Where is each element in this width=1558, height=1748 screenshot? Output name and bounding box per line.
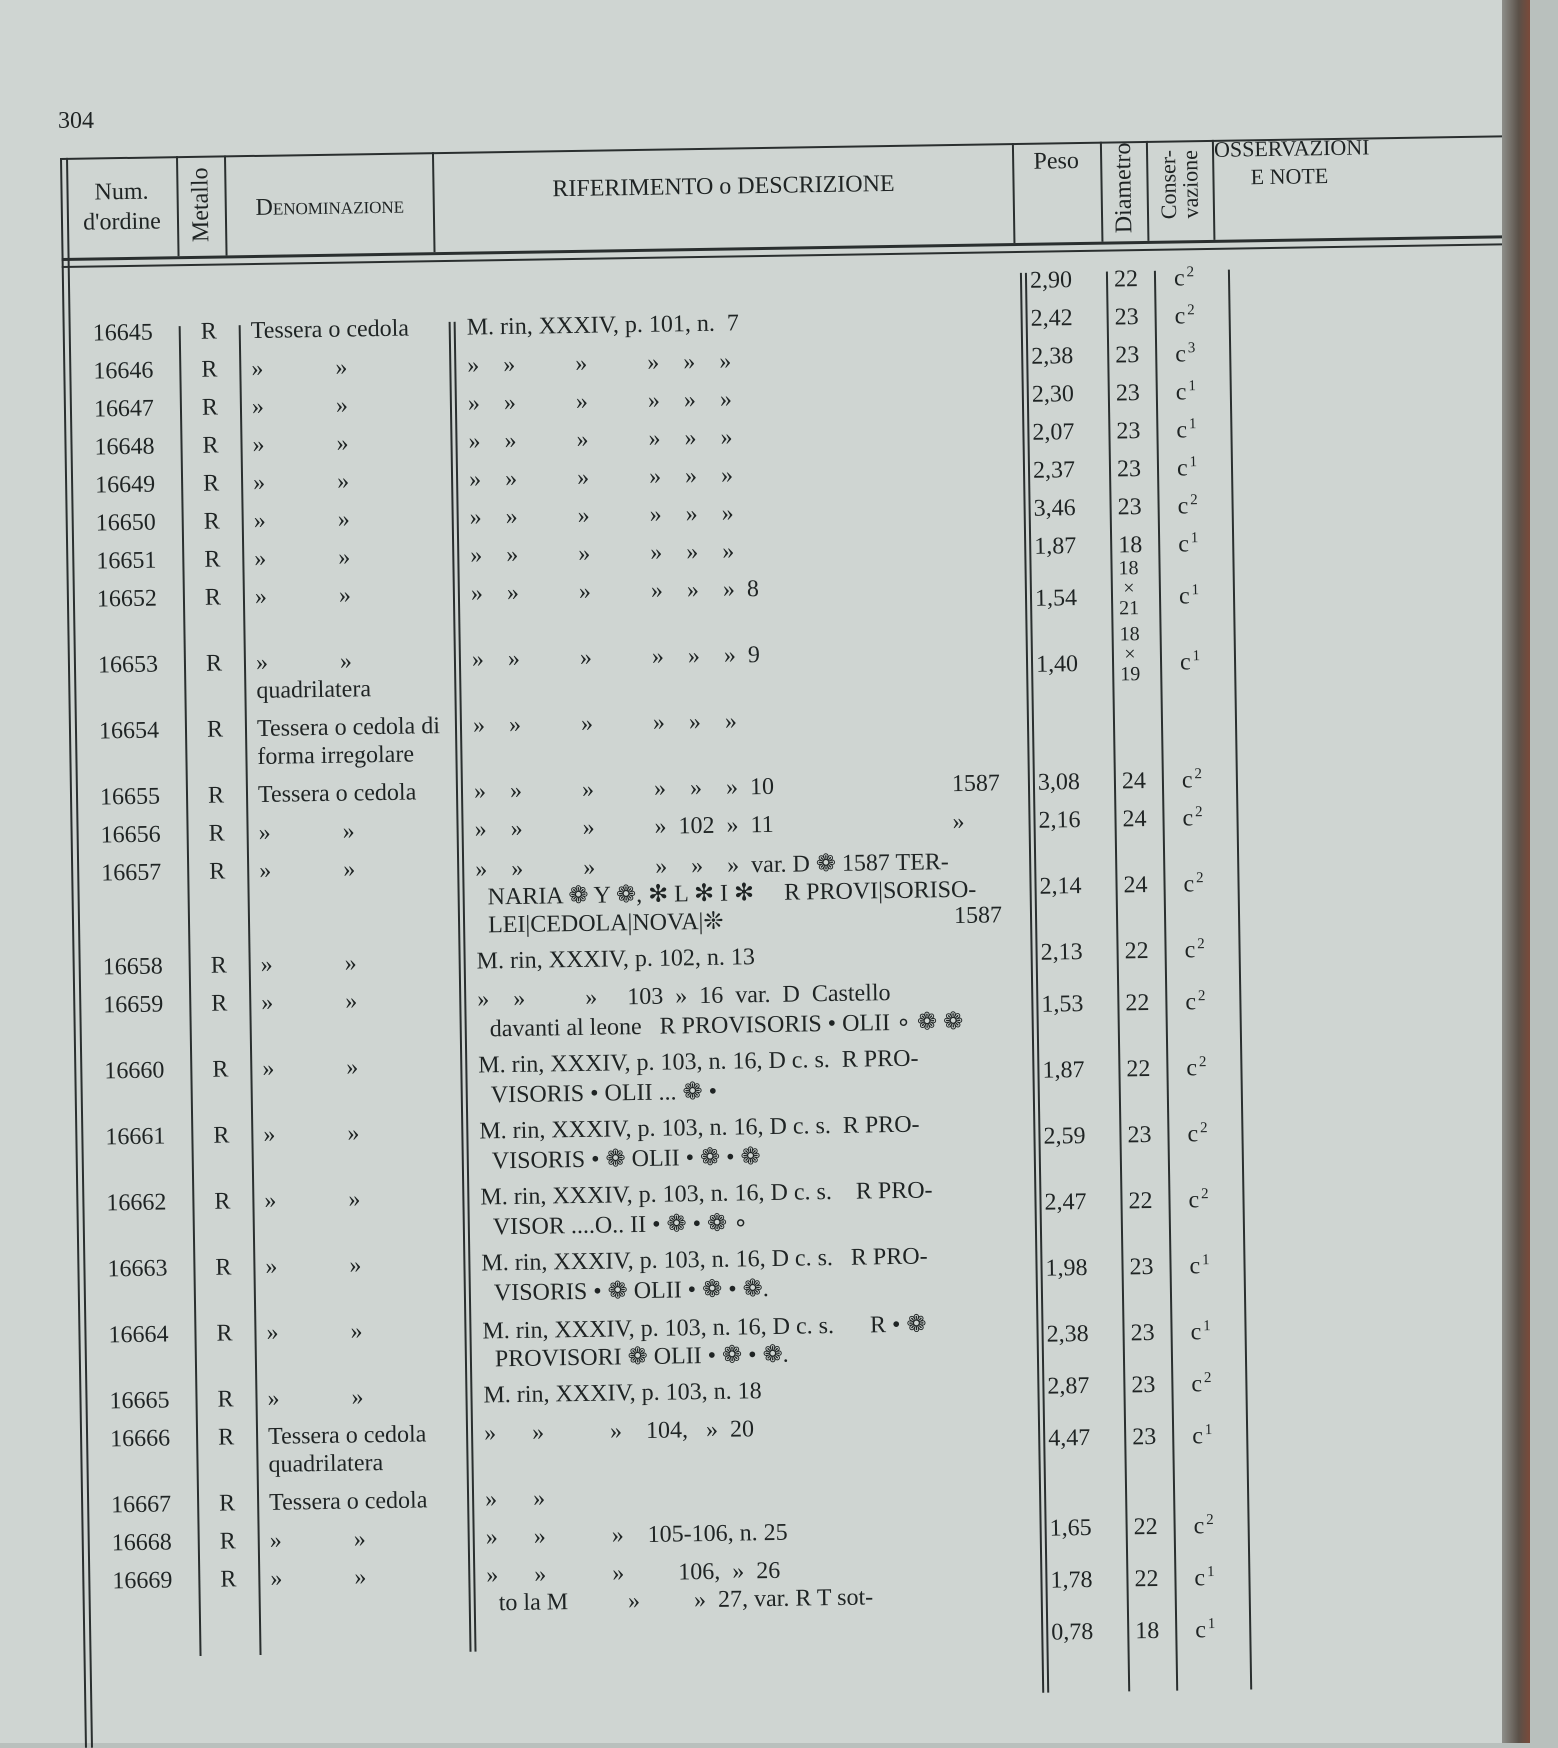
conservation-cell xyxy=(1192,1423,1213,1450)
conservation-cell xyxy=(1176,417,1197,444)
metal-cell: R xyxy=(200,318,217,345)
denomination-cell: » » xyxy=(260,950,357,978)
weight-cell: 2,38 xyxy=(1031,343,1074,370)
weight-cell: 2,87 xyxy=(1047,1372,1090,1400)
order-number: 16646 xyxy=(93,357,154,385)
conservation-letter: c xyxy=(1182,805,1194,832)
denomination-cell: » » xyxy=(261,988,358,1016)
conservation-grade: 2 xyxy=(1190,492,1198,509)
denomination-cell: Tessera o cedola xyxy=(267,1421,427,1450)
order-number: 16664 xyxy=(108,1321,169,1349)
metal-cell: R xyxy=(205,650,223,677)
description-cell: M. rin, XXXIV, p. 103, n. 16, D c. s. R PRO- xyxy=(480,1177,933,1211)
diameter-cell: 23 xyxy=(1129,1253,1154,1281)
header-denominazione: Denominazione xyxy=(255,192,405,221)
denomination-cell: » » xyxy=(252,468,350,497)
diameter-cell: 22 xyxy=(1125,989,1150,1017)
description-cell: » » » » » » xyxy=(472,708,738,739)
diameter-cell xyxy=(1119,624,1140,684)
denomination-cell: » » xyxy=(251,354,348,383)
diameter-part: × xyxy=(1123,577,1135,600)
denomination-cell: quadrilatera xyxy=(268,1450,384,1478)
description-cell: M. rin, XXXIV, p. 103, n. 16, D c. s. R PRO- xyxy=(481,1243,928,1277)
metal-cell: R xyxy=(208,820,225,847)
weight-cell: 2,47 xyxy=(1044,1189,1087,1216)
weight-cell: 3,46 xyxy=(1033,495,1076,522)
order-number: 16645 xyxy=(92,319,153,347)
header-osservazioni: OSSERVAZIONI E NOTE xyxy=(1213,134,1370,189)
year-cell: 1587 xyxy=(953,902,1003,930)
denomination-cell: » » xyxy=(258,818,355,846)
weight-cell: 1,98 xyxy=(1045,1254,1088,1282)
conservation-grade: 1 xyxy=(1204,1422,1213,1439)
conservation-grade: 1 xyxy=(1206,1564,1215,1581)
conservation-cell xyxy=(1176,379,1197,406)
conservation-grade: 1 xyxy=(1201,1252,1210,1269)
description-cell: VISORIS • OLII ... ❁ • xyxy=(490,1078,718,1109)
conservation-cell xyxy=(1182,805,1203,832)
conservation-letter: c xyxy=(1184,937,1196,964)
conservation-grade: 1 xyxy=(1188,378,1197,395)
denomination-cell: Tessera o cedola xyxy=(250,315,410,345)
conservation-cell xyxy=(1195,1617,1216,1644)
header-sep xyxy=(1146,141,1150,241)
conservation-letter: c xyxy=(1179,649,1191,676)
weight-cell: 2,90 xyxy=(1029,267,1073,294)
weight-cell: 2,14 xyxy=(1039,873,1082,900)
denomination-cell: » » xyxy=(252,430,349,459)
conservation-cell xyxy=(1182,767,1203,794)
conservation-grade: 1 xyxy=(1192,648,1201,665)
description-cell: VISORIS • ❁ OLII • ❁ • ❁ xyxy=(491,1144,761,1175)
weight-cell: 1,40 xyxy=(1035,651,1079,678)
diameter-cell: 23 xyxy=(1130,1319,1155,1347)
description-cell: » » » 103 » 16 var. D Castello xyxy=(477,980,891,1013)
description-cell: » » » » 102 » 11 xyxy=(474,811,774,843)
description-cell: » » » 104, » 20 xyxy=(483,1416,755,1447)
header-sep xyxy=(1100,142,1104,242)
weight-cell: 2,42 xyxy=(1030,305,1073,332)
description-cell: M. rin, XXXIV, p. 103, n. 16, D c. s. R PRO- xyxy=(479,1111,920,1145)
denomination-cell: » » xyxy=(259,856,356,884)
denomination-cell: » » xyxy=(269,1526,366,1554)
weight-cell: 2,59 xyxy=(1043,1123,1086,1150)
diameter-cell: 23 xyxy=(1132,1423,1157,1451)
header-peso: Peso xyxy=(1033,147,1080,175)
weight-cell: 0,78 xyxy=(1051,1618,1094,1646)
description-cell: » » » » » » xyxy=(469,500,734,531)
conservation-grade: 2 xyxy=(1197,936,1205,953)
order-number: 16668 xyxy=(111,1529,172,1557)
diameter-cell: 24 xyxy=(1121,768,1147,795)
body-sep xyxy=(179,326,202,1656)
order-number: 16662 xyxy=(106,1189,167,1217)
conservation-grade: 2 xyxy=(1187,302,1195,319)
diameter-cell: 22 xyxy=(1126,1055,1151,1083)
description-cell: » » » » » » var. D ❁ 1587 TER- xyxy=(475,849,950,883)
denomination-cell: quadrilatera xyxy=(256,676,372,704)
description-cell: M. rin, XXXIV, p. 103, n. 16, D c. s. R PRO- xyxy=(478,1045,919,1079)
body-sep xyxy=(1154,271,1178,1691)
description-cell: M. rin, XXXIV, p. 102, n. 13 xyxy=(476,944,756,975)
conservation-letter: c xyxy=(1194,1565,1206,1592)
diameter-cell: 22 xyxy=(1134,1565,1159,1593)
metal-cell: R xyxy=(215,1254,232,1281)
description-cell: to la M » » 27, var. R T sot- xyxy=(498,1584,874,1617)
description-cell: » » » » » » xyxy=(468,462,734,493)
conservation-cell xyxy=(1184,937,1205,964)
weight-cell: 2,38 xyxy=(1046,1320,1089,1348)
description-cell: M. rin, XXXIV, p. 103, n. 18 xyxy=(483,1378,762,1409)
diameter-part: × xyxy=(1124,643,1136,666)
weight-cell: 4,47 xyxy=(1048,1424,1091,1452)
year-cell: 1587 xyxy=(951,770,1001,798)
description-cell: » » » » » » xyxy=(468,424,733,455)
diameter-cell: 23 xyxy=(1114,304,1139,331)
weight-cell: 2,13 xyxy=(1040,939,1083,966)
denomination-cell: » » xyxy=(251,392,349,421)
weight-cell: 3,08 xyxy=(1037,769,1081,796)
weight-cell: 1,54 xyxy=(1034,585,1078,612)
header-diametro: Diametro xyxy=(1109,142,1138,234)
conservation-letter: c xyxy=(1178,531,1190,558)
metal-cell: R xyxy=(217,1386,234,1413)
order-number: 16650 xyxy=(95,509,156,537)
conservation-cell xyxy=(1183,871,1204,898)
diameter-cell: 23 xyxy=(1116,456,1142,483)
left-border-inner xyxy=(66,158,93,1748)
conservation-cell xyxy=(1188,1187,1209,1214)
metal-cell: R xyxy=(203,508,220,535)
description-cell: » » » » » » xyxy=(467,386,733,417)
conservation-cell xyxy=(1194,1565,1215,1592)
conservation-cell xyxy=(1186,1055,1207,1082)
conservation-cell xyxy=(1178,531,1199,558)
description-cell: » » » 106, » 26 xyxy=(486,1557,781,1589)
diameter-part: 21 xyxy=(1119,597,1140,620)
conservation-letter: c xyxy=(1176,417,1188,444)
conservation-letter: c xyxy=(1192,1423,1204,1450)
diameter-cell xyxy=(1118,558,1139,618)
denomination-cell: » » xyxy=(255,648,353,676)
description-cell: M. rin, XXXIV, p. 101, n. 7 xyxy=(466,310,740,341)
denomination-cell: » » xyxy=(263,1120,360,1148)
order-number: 16666 xyxy=(109,1425,171,1453)
weight-cell: 1,65 xyxy=(1049,1514,1092,1542)
metal-cell: R xyxy=(217,1424,235,1451)
weight-cell: 2,16 xyxy=(1038,807,1081,834)
conservation-cell xyxy=(1191,1371,1212,1398)
metal-cell: R xyxy=(218,1490,236,1517)
diameter-cell: 22 xyxy=(1133,1513,1158,1541)
conservation-letter: c xyxy=(1178,583,1190,610)
metal-cell: R xyxy=(216,1320,233,1347)
denomination-cell: » » xyxy=(270,1564,367,1592)
body-sep xyxy=(1228,270,1252,1690)
conservation-cell xyxy=(1175,341,1196,368)
description-cell: » » » 105-106, n. 25 xyxy=(485,1519,788,1551)
left-border xyxy=(60,158,87,1748)
conservation-letter: c xyxy=(1191,1371,1203,1398)
description-cell: davanti al leone R PROVISORIS • OLII ∘ ❁ ❁ xyxy=(489,1008,964,1043)
denomination-cell: Tessera o cedola di xyxy=(256,713,441,742)
conservation-grade: 1 xyxy=(1189,454,1198,471)
conservation-grade: 2 xyxy=(1198,1054,1207,1071)
diameter-cell: 22 xyxy=(1128,1187,1153,1215)
metal-cell: R xyxy=(220,1566,237,1593)
metal-cell: R xyxy=(209,858,226,885)
body-sep xyxy=(1106,272,1130,1692)
order-number: 16669 xyxy=(112,1567,173,1595)
page-number: 304 xyxy=(58,108,94,134)
diameter-cell: 23 xyxy=(1115,380,1141,407)
description-cell: PROVISORI ❁ OLII • ❁ • ❁. xyxy=(494,1341,789,1373)
conservation-grade: 2 xyxy=(1195,870,1204,887)
conservation-grade: 2 xyxy=(1194,804,1203,821)
conservation-cell xyxy=(1193,1513,1214,1540)
diameter-cell: 23 xyxy=(1117,494,1142,521)
weight-cell: 2,30 xyxy=(1031,381,1075,408)
weight-cell: 2,37 xyxy=(1032,457,1076,484)
diameter-cell: 22 xyxy=(1124,938,1149,965)
header-metallo: Metallo xyxy=(187,167,215,243)
conservation-grade: 2 xyxy=(1206,1512,1214,1529)
conservation-cell xyxy=(1174,303,1195,330)
header-conservazione: Conser- vazione xyxy=(1155,149,1204,220)
body-sep xyxy=(1020,273,1044,1693)
conservation-letter: c xyxy=(1175,341,1187,368)
conservation-grade: 1 xyxy=(1190,530,1199,547)
description-cell: » » » » » » xyxy=(467,348,732,379)
catalogue-table xyxy=(60,135,1550,1748)
conservation-letter: c xyxy=(1175,379,1187,406)
weight-cell: 1,53 xyxy=(1041,991,1084,1018)
order-number: 16667 xyxy=(110,1491,172,1519)
description-cell: » » xyxy=(484,1485,546,1513)
header-riferimento: RIFERIMENTO o DESCRIZIONE xyxy=(552,170,895,203)
metal-cell: R xyxy=(210,952,227,979)
denomination-cell: » » xyxy=(262,1054,359,1082)
metal-cell: R xyxy=(201,356,218,383)
denomination-cell: Tessera o cedola xyxy=(268,1487,428,1516)
body-sep xyxy=(1025,273,1049,1693)
weight-cell: 2,07 xyxy=(1032,419,1075,446)
denomination-cell: » » xyxy=(254,544,351,572)
order-number: 16648 xyxy=(94,433,155,461)
metal-cell: R xyxy=(204,584,222,611)
order-number: 16655 xyxy=(99,783,161,811)
conservation-grade: 1 xyxy=(1188,416,1197,433)
weight-cell: 1,87 xyxy=(1042,1057,1085,1084)
description-cell: » » » » » » 9 xyxy=(471,642,761,673)
book-spine-edge xyxy=(1502,0,1530,1743)
order-number: 16657 xyxy=(101,859,162,887)
conservation-cell xyxy=(1177,493,1198,520)
metal-cell: R xyxy=(202,470,220,497)
conservation-grade: 2 xyxy=(1197,988,1206,1005)
conservation-grade: 2 xyxy=(1203,1370,1212,1387)
conservation-letter: c xyxy=(1176,455,1188,482)
order-number: 16656 xyxy=(100,821,161,849)
conservation-letter: c xyxy=(1185,989,1197,1016)
metal-cell: R xyxy=(201,394,219,421)
order-number: 16665 xyxy=(109,1387,170,1415)
conservation-cell xyxy=(1177,455,1198,482)
metal-cell: R xyxy=(204,546,221,573)
diameter-cell: 22 xyxy=(1113,266,1139,293)
description-cell: NARIA ❁ Y ❁, ✻ L ✻ I ✻ R PROVI|SORISO- xyxy=(487,876,977,911)
conservation-letter: c xyxy=(1174,303,1186,330)
order-number: 16647 xyxy=(93,395,155,423)
denomination-cell: » » xyxy=(265,1252,362,1280)
conservation-grade: 1 xyxy=(1191,582,1200,599)
conservation-letter: c xyxy=(1188,1187,1200,1214)
conservation-cell xyxy=(1174,265,1195,292)
metal-cell: R xyxy=(212,1056,229,1083)
conservation-letter: c xyxy=(1189,1253,1201,1280)
header-num: Num. d'ordine xyxy=(82,178,162,236)
denomination-cell: » » xyxy=(266,1318,363,1346)
denomination-cell: » » xyxy=(253,506,350,535)
conservation-letter: c xyxy=(1195,1617,1207,1644)
metal-cell: R xyxy=(214,1188,231,1215)
diameter-cell: 18 xyxy=(1118,532,1143,559)
conservation-letter: c xyxy=(1186,1055,1198,1082)
order-number: 16653 xyxy=(97,651,159,679)
order-number: 16660 xyxy=(104,1057,165,1085)
order-number: 16651 xyxy=(96,547,157,575)
conservation-cell xyxy=(1187,1121,1208,1148)
description-cell: VISOR ....O.. II • ❁ • ❁ ∘ xyxy=(492,1210,749,1241)
conservation-cell xyxy=(1179,583,1200,610)
diameter-cell: 24 xyxy=(1123,872,1148,899)
conservation-letter: c xyxy=(1173,265,1185,292)
diameter-cell: 24 xyxy=(1122,806,1147,833)
metal-cell: R xyxy=(211,990,228,1017)
weight-cell: 1,87 xyxy=(1034,533,1077,560)
body-sep xyxy=(449,322,472,1652)
conservation-grade: 2 xyxy=(1194,766,1203,783)
diameter-cell: 23 xyxy=(1115,342,1140,369)
description-cell: LEI|CEDOLA|NOVA|❊ xyxy=(487,908,724,939)
metal-cell: R xyxy=(213,1122,230,1149)
description-cell: » » » » » » 10 xyxy=(473,773,775,805)
order-number: 16658 xyxy=(102,953,163,981)
order-number: 16652 xyxy=(96,585,158,613)
diameter-cell: 23 xyxy=(1116,418,1141,445)
conservation-letter: c xyxy=(1181,767,1193,794)
metal-cell: R xyxy=(206,716,224,743)
conservation-grade: 2 xyxy=(1200,1186,1209,1203)
conservation-cell xyxy=(1190,1319,1211,1346)
conservation-grade: 3 xyxy=(1187,340,1196,357)
order-number: 16663 xyxy=(107,1255,168,1283)
conservation-letter: c xyxy=(1183,871,1195,898)
order-number: 16659 xyxy=(103,991,164,1019)
denomination-cell: » » xyxy=(264,1186,361,1214)
conservation-letter: c xyxy=(1187,1121,1199,1148)
diameter-cell: 23 xyxy=(1131,1371,1156,1399)
description-cell: VISORIS • ❁ OLII • ❁ • ❁. xyxy=(493,1276,769,1307)
denomination-cell: » » xyxy=(254,582,352,610)
conservation-cell xyxy=(1180,649,1201,676)
diameter-part: 18 xyxy=(1118,557,1139,580)
conservation-grade: 1 xyxy=(1203,1318,1211,1335)
weight-cell: 1,78 xyxy=(1050,1566,1093,1594)
conservation-cell xyxy=(1189,1253,1210,1280)
denomination-cell: » » xyxy=(267,1384,364,1412)
order-number: 16649 xyxy=(94,471,156,499)
conservation-grade: 1 xyxy=(1207,1616,1216,1633)
diameter-cell: 23 xyxy=(1127,1121,1152,1149)
diameter-part: 19 xyxy=(1120,663,1141,686)
conservation-letter: c xyxy=(1193,1513,1205,1540)
metal-cell: R xyxy=(207,782,225,809)
conservation-grade: 2 xyxy=(1186,264,1195,281)
order-number: 16661 xyxy=(105,1123,166,1151)
conservation-letter: c xyxy=(1177,493,1189,520)
description-cell: » » » » » » 8 xyxy=(470,576,760,607)
denomination-cell: Tessera o cedola xyxy=(257,779,417,808)
metal-cell: R xyxy=(219,1528,236,1555)
diameter-cell: 18 xyxy=(1135,1617,1160,1645)
conservation-cell xyxy=(1185,989,1206,1016)
description-cell: » » » » » » xyxy=(470,538,735,569)
year-cell: » xyxy=(952,808,965,836)
conservation-grade: 2 xyxy=(1199,1120,1208,1137)
metal-cell: R xyxy=(202,432,219,459)
diameter-part: 18 xyxy=(1119,623,1140,646)
order-number: 16654 xyxy=(98,717,160,745)
conservation-letter: c xyxy=(1190,1319,1202,1346)
description-cell: M. rin, XXXIV, p. 103, n. 16, D c. s. R • ❁ xyxy=(482,1311,927,1345)
denomination-cell: forma irregolare xyxy=(257,741,415,770)
